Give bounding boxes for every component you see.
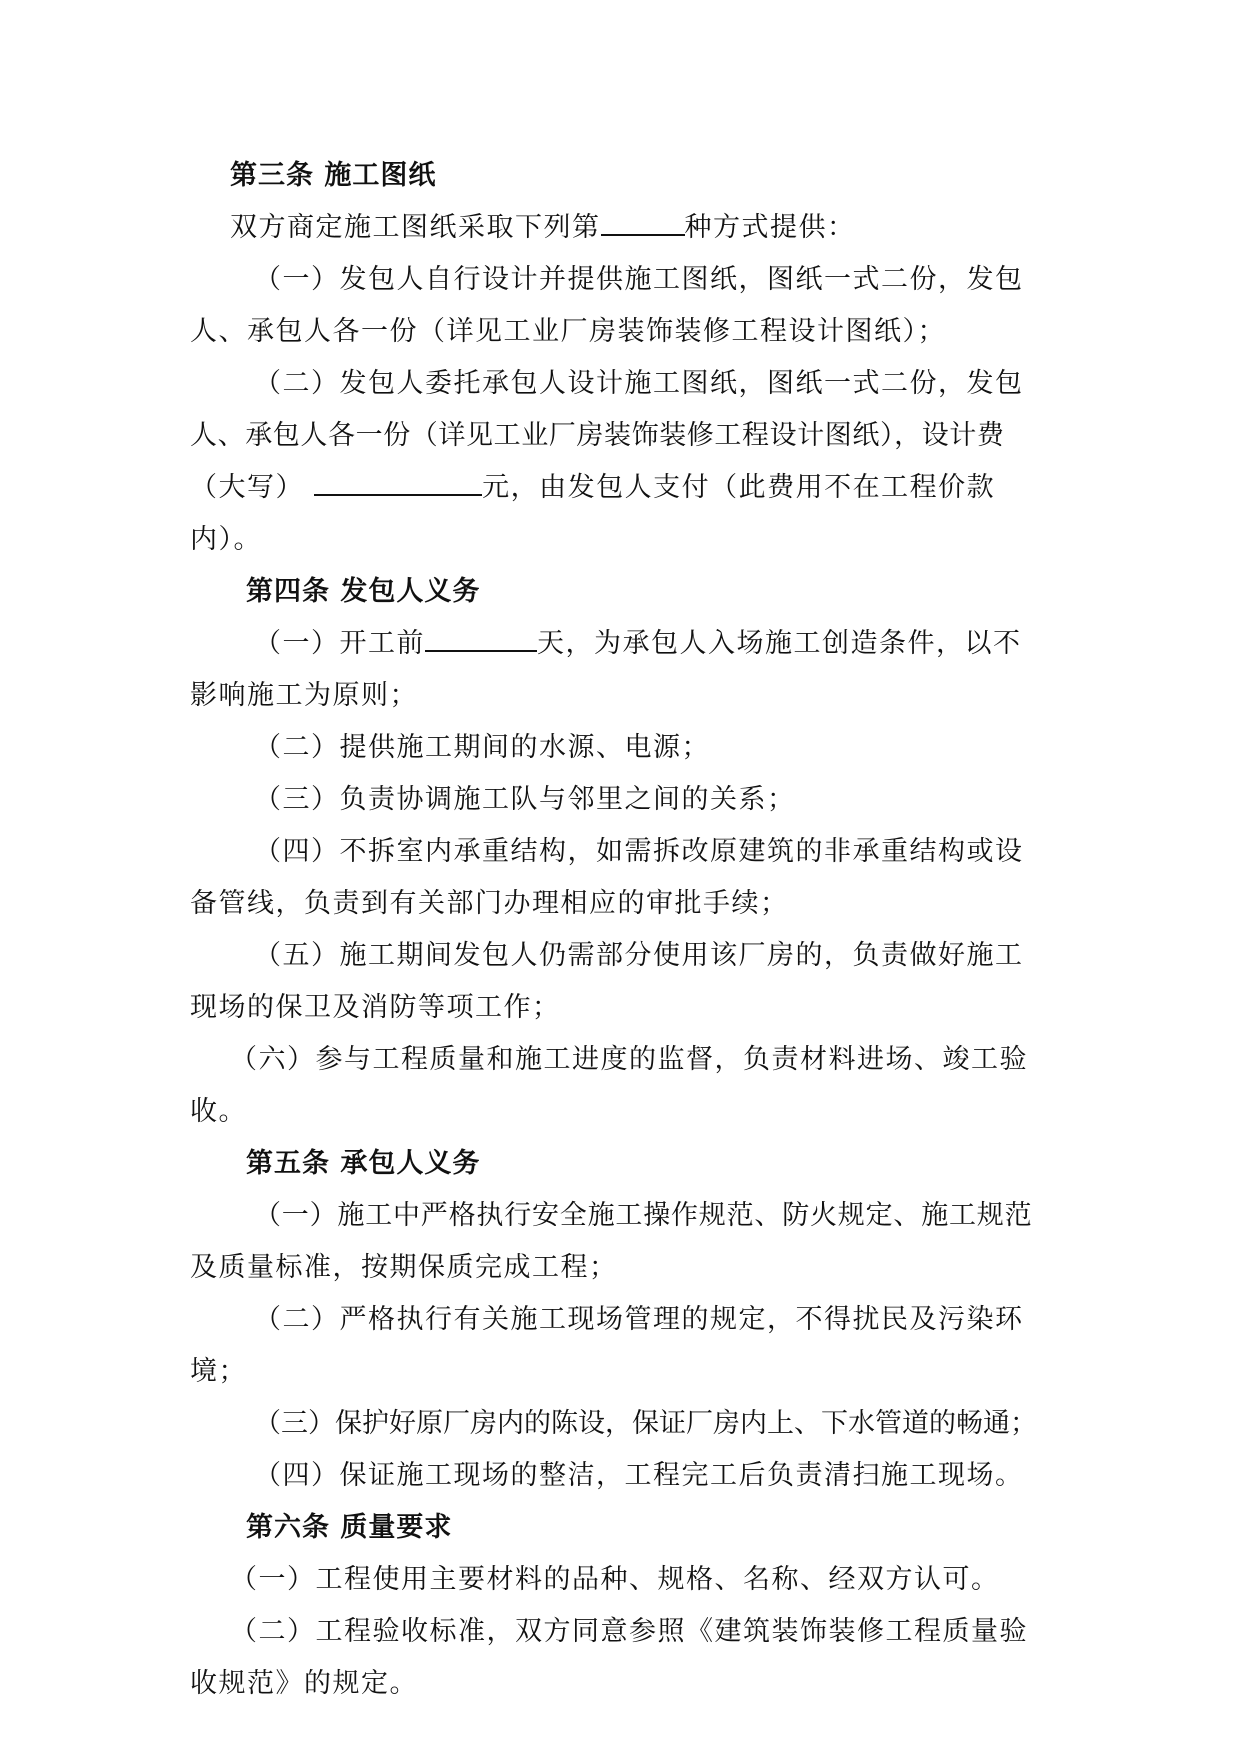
paragraph-line xyxy=(190,202,1050,254)
paragraph-line: （六）参与工程质量和施工进度的监督，负责材料进场、竣工验 xyxy=(230,1044,1028,1075)
fill-in-blank xyxy=(314,464,482,496)
paragraph-line: （三）保护好原厂房内的陈设，保证厂房内上、下水管道的畅通； xyxy=(254,1408,1037,1439)
section-heading-drawings: 第三条 施工图纸 xyxy=(230,160,437,191)
fill-in-blank xyxy=(601,204,685,236)
text-fragment: （一）开工前 xyxy=(254,628,425,659)
paragraph-line: （一）工程使用主要材料的品种、规格、名称、经双方认可。 xyxy=(230,1564,1000,1595)
paragraph-line: （二）工程验收标准，双方同意参照《建筑装饰装修工程质量验 xyxy=(230,1616,1028,1647)
fill-in-blank xyxy=(425,620,537,652)
paragraph-line: （三）负责协调施工队与邻里之间的关系； xyxy=(254,784,796,815)
text-fragment: 元，由发包人支付（此费用不在工程价款 xyxy=(482,472,996,503)
paragraph-line: （四）保证施工现场的整洁，工程完工后负责清扫施工现场。 xyxy=(254,1460,1024,1491)
document-page xyxy=(190,150,1050,1710)
paragraph-line: （一）发包人自行设计并提供施工图纸，图纸一式二份，发包 xyxy=(254,264,1024,295)
paragraph-line: 备管线，负责到有关部门办理相应的审批手续； xyxy=(190,888,789,919)
paragraph-line: 收。 xyxy=(190,1096,247,1127)
paragraph-line: 及质量标准，按期保质完成工程； xyxy=(190,1252,618,1283)
paragraph-line: 人、承包人各一份（详见工业厂房装饰装修工程设计图纸），设计费 xyxy=(190,420,1005,451)
paragraph-line: 现场的保卫及消防等项工作； xyxy=(190,992,561,1023)
paragraph-line: 收规范》的规定。 xyxy=(190,1668,418,1699)
paragraph-line: （二）严格执行有关施工现场管理的规定，不得扰民及污染环 xyxy=(254,1304,1024,1335)
section-heading-contractor-duties: 第五条 承包人义务 xyxy=(246,1148,481,1179)
section-heading-employer-duties: 第四条 发包人义务 xyxy=(246,576,481,607)
paragraph-line: （二）发包人委托承包人设计施工图纸，图纸一式二份，发包 xyxy=(254,368,1024,399)
text-fragment: 双方商定施工图纸采取下列第 xyxy=(230,212,601,243)
paragraph-line: （五）施工期间发包人仍需部分使用该厂房的，负责做好施工 xyxy=(254,940,1024,971)
paragraph-line: （一）施工中严格执行安全施工操作规范、防火规定、施工规范 xyxy=(254,1200,1033,1231)
section-heading-quality: 第六条 质量要求 xyxy=(246,1512,453,1543)
paragraph-line: 内）。 xyxy=(190,524,262,555)
paragraph-line: 人、承包人各一份（详见工业厂房装饰装修工程设计图纸）； xyxy=(190,316,946,347)
paragraph-line: 境； xyxy=(190,1356,247,1387)
text-fragment: 种方式提供： xyxy=(684,212,856,243)
paragraph-line: （四）不拆室内承重结构，如需拆改原建筑的非承重结构或设 xyxy=(254,836,1024,867)
paragraph-line: 影响施工为原则； xyxy=(190,680,418,711)
paragraph-line: （二）提供施工期间的水源、电源； xyxy=(254,732,710,763)
paragraph-line xyxy=(190,462,1050,514)
text-fragment: （大写） xyxy=(190,472,304,503)
text-fragment: 天，为承包人入场施工创造条件，以不 xyxy=(537,628,1022,659)
paragraph-line xyxy=(190,618,1050,670)
